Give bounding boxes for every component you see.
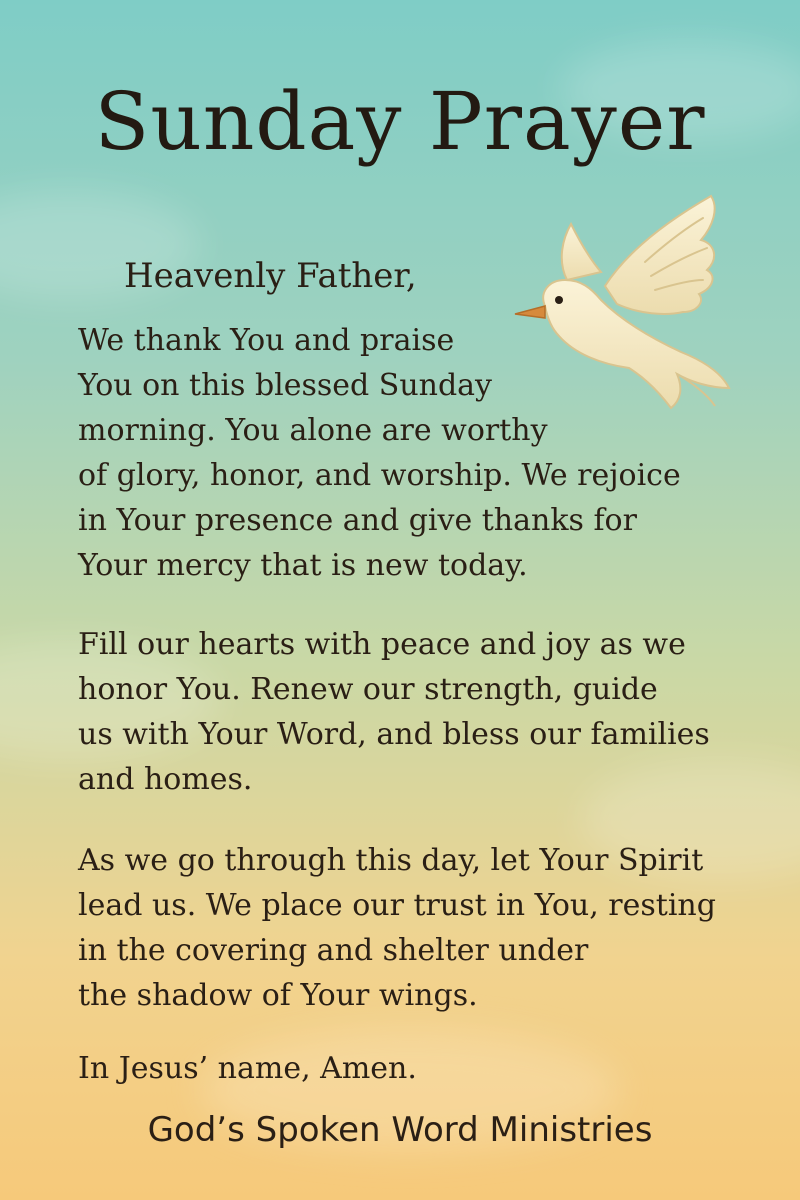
prayer-paragraph — [78, 318, 681, 588]
prayer-line: Fill our hearts with peace and joy as we — [78, 627, 686, 662]
prayer-line: the shadow of Your wings. — [78, 978, 478, 1013]
prayer-closing — [78, 1046, 417, 1091]
prayer-line: morning. You alone are worthy — [78, 413, 548, 448]
prayer-line: As we go through this day, let Your Spirit — [78, 843, 704, 878]
prayer-line: and homes. — [78, 762, 253, 797]
prayer-line: of glory, honor, and worship. We rejoice — [78, 458, 681, 493]
ministry-name: God’s Spoken Word Ministries — [147, 1110, 653, 1150]
prayer-line: Your mercy that is new today. — [78, 548, 528, 583]
prayer-line: us with Your Word, and bless our families — [78, 717, 710, 752]
prayer-line: You on this blessed Sunday — [78, 368, 493, 403]
prayer-paragraph — [78, 622, 710, 802]
prayer-line: In Jesus’ name, Amen. — [78, 1051, 417, 1086]
prayer-line: in Your presence and give thanks for — [78, 503, 637, 538]
prayer-greeting: Heavenly Father, — [124, 256, 417, 296]
prayer-line: lead us. We place our trust in You, resting — [78, 888, 716, 923]
page-title: Sunday Prayer — [94, 75, 706, 168]
prayer-line: in the covering and shelter under — [78, 933, 589, 968]
prayer-line: honor You. Renew our strength, guide — [78, 672, 658, 707]
prayer-paragraph — [78, 838, 716, 1018]
prayer-line: We thank You and praise — [78, 323, 455, 358]
